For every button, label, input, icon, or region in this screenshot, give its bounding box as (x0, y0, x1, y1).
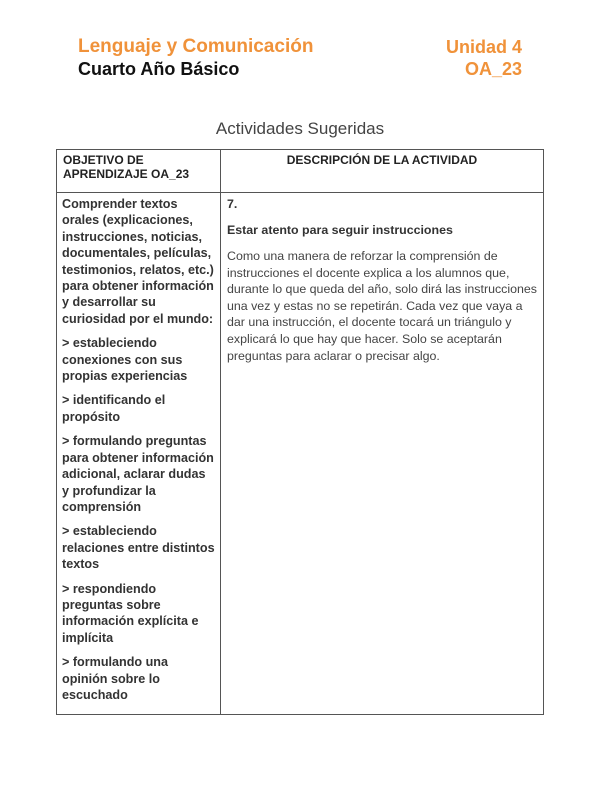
objective-item: > estableciendo relaciones entre distintos textos (62, 524, 215, 572)
objective-item: > identificando el propósito (62, 393, 166, 424)
objective-intro: Comprender textos orales (explicaciones, instrucciones, noticias, documentales, películas, testimonios, relatos, etc.) para obtener información y desarrollar su curiosidad por el mundo: (62, 197, 214, 326)
header-left (78, 36, 313, 80)
subject-title: Lenguaje y Comunicación (78, 36, 314, 57)
activity-number: 7. (227, 197, 238, 211)
objective-cell (57, 193, 221, 715)
objective-item: > formulando preguntas para obtener información adicional, aclarar dudas y profundizar la comprensión (62, 434, 214, 514)
activity-description: Como una manera de reforzar la comprensión de instrucciones el docente explica a los alumnos que, durante lo que queda del año, solo dirá las instrucciones una vez y estas no se repetirán. Cada vez que vaya a dar una instrucción, el docente tocará un triángulo y explicará lo que hay que hacer. Solo se aceptarán preguntas para aclarar o precisar algo. (227, 249, 537, 363)
column-header-description: DESCRIPCIÓN DE LA ACTIVIDAD (221, 150, 544, 193)
objective-code: OA_23 (464, 59, 522, 79)
header-right (446, 36, 522, 80)
column-header-objective: OBJETIVO DE APRENDIZAJE OA_23 (57, 150, 221, 193)
table-header-row (57, 150, 544, 193)
activity-title: Estar atento para seguir instrucciones (227, 223, 453, 237)
activities-table (56, 149, 544, 715)
grade-level: Cuarto Año Básico (78, 59, 240, 79)
unit-label: Unidad 4 (445, 37, 522, 57)
section-title: Actividades Sugeridas (215, 119, 385, 138)
activity-cell (221, 193, 544, 715)
objective-item: > respondiendo preguntas sobre información explícita e implícita (62, 581, 199, 645)
table-row (57, 193, 544, 715)
objective-item: > formulando una opinión sobre lo escuchado (62, 655, 169, 702)
objective-item: > estableciendo conexiones con sus propias experiencias (62, 336, 188, 384)
